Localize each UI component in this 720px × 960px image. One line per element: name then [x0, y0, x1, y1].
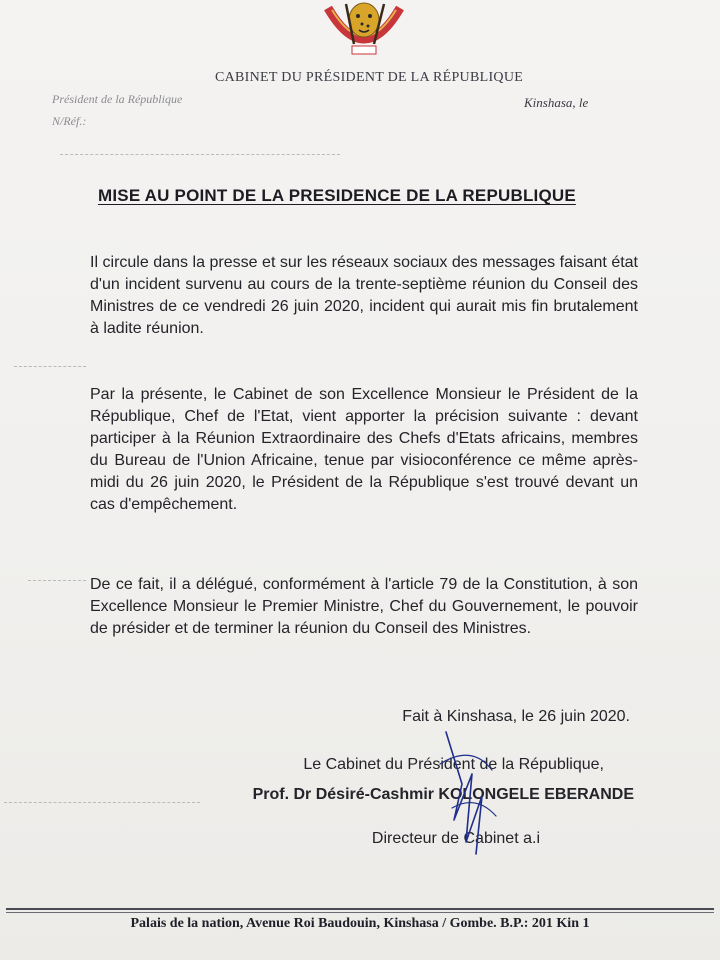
margin-dotted-mark: [28, 580, 86, 581]
document-title: MISE AU POINT DE LA PRESIDENCE DE LA REPUBLIQUE: [98, 186, 576, 205]
office-line: Le Cabinet du Président de la République,: [303, 756, 604, 773]
footer-rule-top: [6, 908, 714, 910]
margin-dotted-mark: [4, 802, 200, 803]
cabinet-header: CABINET DU PRÉSIDENT DE LA RÉPUBLIQUE: [215, 70, 524, 85]
signature-scribble: [432, 724, 502, 864]
signatory-name: Prof. Dr Désiré-Cashmir KOLONGELE EBERANDE: [252, 786, 634, 803]
place-date-label: Kinshasa, le: [524, 95, 589, 110]
signatory-role: Directeur de Cabinet a.i: [371, 830, 540, 847]
footer-rule-bottom: [6, 912, 714, 913]
paragraph-3: De ce fait, il a délégué, conformément à l'article 79 de la Constitution, à son Excellence Monsieur le Premier Ministre, Chef du Gouvernement, le pouvoir de présider et de terminer la réunion du Conseil des Ministres.: [90, 576, 638, 637]
date-line: Fait à Kinshasa, le 26 juin 2020.: [402, 708, 630, 725]
coat-of-arms-seal-icon: [318, 0, 410, 64]
sender-label: Président de la République: [52, 92, 183, 106]
paragraph-2: Par la présente, le Cabinet de son Excellence Monsieur le Président de la République, Chef de l'Etat, vient apporter la précision suivante : devant participer à la Réunion Extraordinaire des Chefs d'Etats africains, membres du Bureau de l'Union Africaine, tenue par visioconférence ce même après-midi du 26 juin 2020, le Président de la République s'est trouvé devant un cas d'empêchement.: [90, 386, 638, 513]
paragraph-1: Il circule dans la presse et sur les réseaux sociaux des messages faisant état d'un incident survenu au cours de la trente-septième réunion du Conseil des Ministres de ce vendredi 26 juin 2020, incident qui aurait mis fin brutalement à ladite réunion.: [90, 254, 638, 337]
reference-label: N/Réf.:: [52, 114, 87, 128]
margin-dotted-mark: [14, 366, 86, 367]
footer-address: Palais de la nation, Avenue Roi Baudouin, Kinshasa / Gombe. B.P.: 201 Kin 1: [130, 916, 590, 931]
header-dotted-rule: [60, 154, 340, 155]
